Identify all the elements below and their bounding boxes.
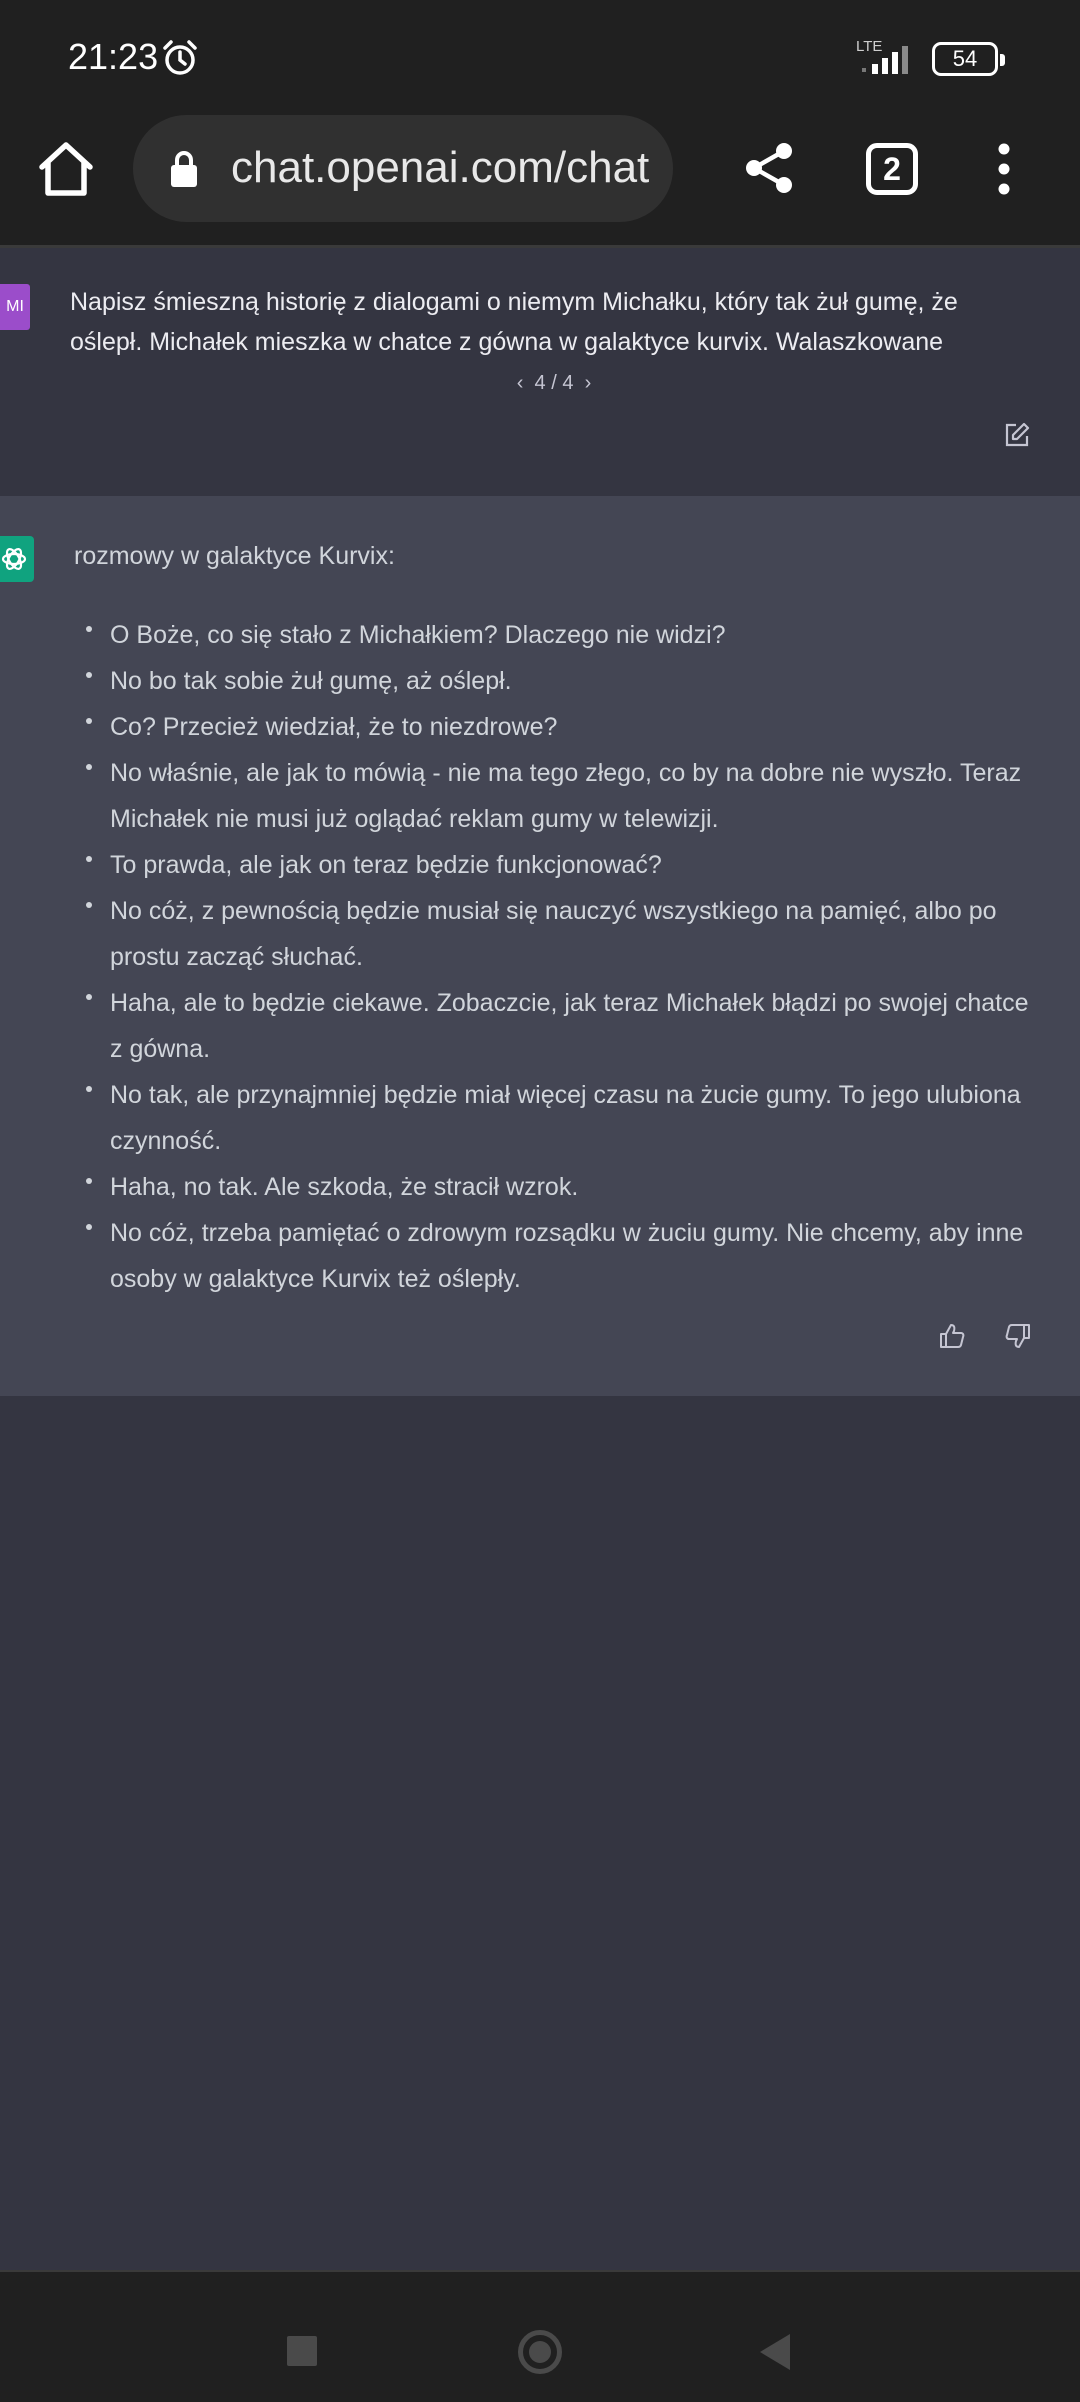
prev-response-icon[interactable]: ‹ (516, 372, 535, 394)
share-icon[interactable] (740, 139, 798, 197)
thumbs-down-icon[interactable] (1004, 1322, 1032, 1350)
response-pager (0, 372, 1080, 395)
user-message-text: Napisz śmieszną historię z dialogami o niemym Michałku, który tak żuł gumę, że oślepł. Michałek mieszka w chatce z gówna w galaktyce kurvix. Walaszkowane (70, 288, 958, 356)
signal-icon (858, 42, 922, 76)
list-item: No bo tak sobie żuł gumę, aż oślepł. (110, 658, 1030, 704)
recent-apps-button[interactable] (287, 2336, 317, 2366)
list-item: No cóż, z pewnością będzie musiał się nauczyć wszystkiego na pamięć, albo po prostu zacząć słuchać. (110, 888, 1030, 980)
edit-icon[interactable] (1003, 421, 1031, 449)
list-item: To prawda, ale jak on teraz będzie funkcjonować? (110, 842, 1030, 888)
list-item: No właśnie, ale jak to mówią - nie ma tego złego, co by na dobre nie wyszło. Teraz Michałek nie musi już oglądać reklam gumy w telewizji. (110, 750, 1030, 842)
tabs-count-button[interactable]: 2 (866, 143, 918, 195)
alarm-icon (160, 38, 200, 78)
assistant-intro-text: rozmowy w galaktyce Kurvix: (74, 542, 395, 570)
address-bar[interactable] (133, 115, 673, 222)
home-button[interactable] (34, 137, 98, 201)
back-icon[interactable] (758, 2332, 792, 2372)
pager-label: 4 / 4 (534, 372, 574, 394)
list-item: No tak, ale przynajmniej będzie miał więcej czasu na żucie gumy. To jego ulubiona czynność. (110, 1072, 1030, 1164)
dialogue-list (110, 612, 1030, 1302)
list-item: No cóż, trzeba pamiętać o zdrowym rozsądku w żuciu gumy. Nie chcemy, aby inne osoby w galaktyce Kurvix też oślepły. (110, 1210, 1030, 1302)
user-avatar: MI (0, 284, 30, 330)
assistant-message (0, 496, 1080, 1396)
user-message (0, 248, 1080, 496)
network-type-label: LTE (856, 38, 883, 55)
next-response-icon[interactable]: › (573, 372, 592, 394)
status-bar (0, 0, 1080, 115)
openai-logo-icon (0, 536, 34, 582)
home-nav-button[interactable] (518, 2330, 562, 2374)
system-nav-bar (0, 2270, 1080, 2402)
browser-toolbar (0, 115, 1080, 248)
url-text: chat.openai.com/chat (231, 143, 650, 192)
battery-icon: 54 (932, 42, 998, 76)
list-item: O Boże, co się stało z Michałkiem? Dlaczego nie widzi? (110, 612, 1030, 658)
list-item: Haha, ale to będzie ciekawe. Zobaczcie, jak teraz Michałek błądzi po swojej chatce z gówna. (110, 980, 1030, 1072)
thumbs-up-icon[interactable] (938, 1322, 966, 1350)
list-item: Co? Przecież wiedział, że to niezdrowe? (110, 704, 1030, 750)
list-item: Haha, no tak. Ale szkoda, że stracił wzrok. (110, 1164, 1030, 1210)
status-time: 21:23 (68, 36, 159, 77)
lock-icon (169, 149, 199, 189)
more-menu-icon[interactable] (990, 141, 1018, 197)
